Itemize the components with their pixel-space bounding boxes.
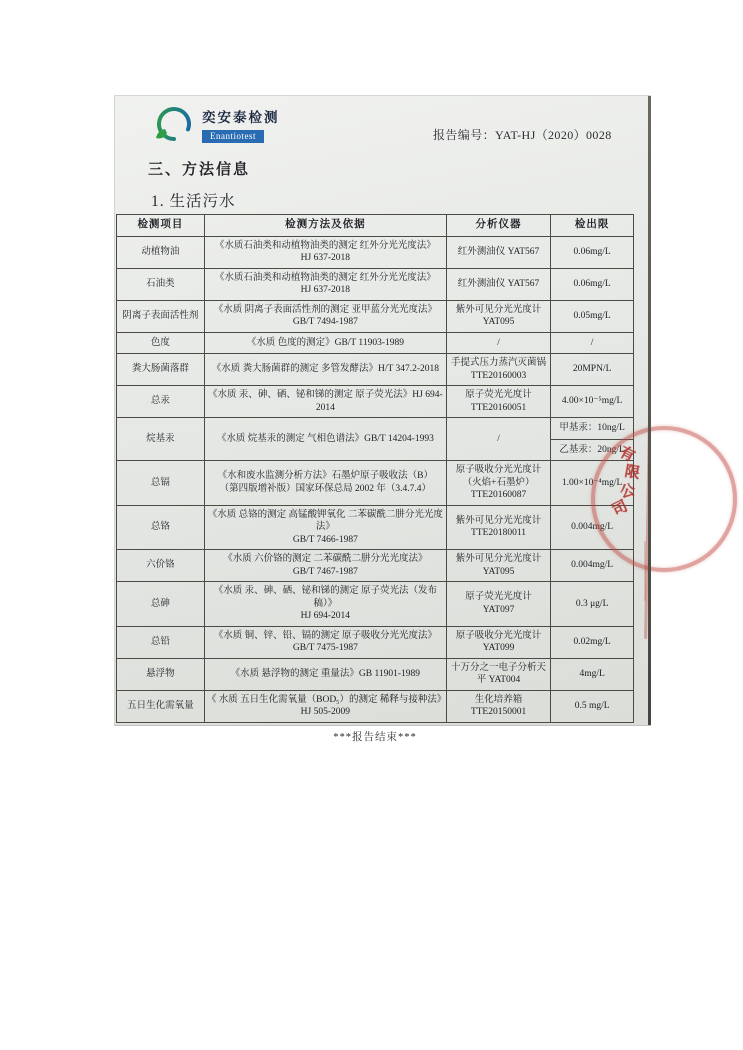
table-header-row — [117, 215, 634, 237]
instrument-line2: YAT097 — [482, 604, 515, 615]
instrument-line1: 紫外可见分光光度计 — [455, 304, 542, 315]
table-row — [117, 386, 634, 418]
report-page — [114, 95, 651, 743]
limit-cell — [551, 658, 634, 690]
instrument-line2: YAT099 — [482, 643, 515, 653]
seal-char: 公 — [618, 481, 637, 502]
table-row — [117, 505, 634, 550]
limit-value: 0.5 mg/L — [574, 700, 610, 711]
seal-char: 司 — [609, 497, 631, 520]
item-cell: 总汞 — [117, 386, 205, 418]
method-cell — [204, 300, 446, 332]
item-cell: 烷基汞 — [117, 418, 205, 461]
instrument-line2: TTE20160051 — [470, 402, 527, 413]
limit-value-2: 乙基汞：20ng/L — [551, 439, 633, 461]
method-cell — [204, 268, 446, 300]
item-cell: 总砷 — [117, 582, 205, 627]
instrument-line2: TTE20160003 — [470, 370, 527, 381]
instrument-line1: 生化培养箱 — [474, 694, 523, 705]
lab-name-en-badge: Enantiotest — [202, 130, 264, 143]
limit-cell — [551, 236, 634, 268]
limit-value: 20MPN/L — [572, 364, 612, 375]
methods-table — [116, 214, 637, 723]
method-cell — [204, 354, 446, 386]
method-cell — [204, 626, 446, 658]
instrument-cell — [446, 626, 550, 658]
item-cell: 动植物油 — [117, 236, 205, 268]
limit-cell — [551, 386, 634, 418]
method-line2: HJ 694-2014 — [300, 611, 351, 621]
seal-char: 限 — [623, 462, 642, 483]
instrument-line1: 原子吸收分光光度计 — [455, 465, 542, 475]
limit-cell — [551, 582, 634, 627]
logo-circle-leaf-icon — [153, 102, 195, 148]
lab-name-cn: 奕安泰检测 — [202, 110, 280, 125]
item-cell: 总镉 — [117, 461, 205, 506]
method-line1: 《水质 阴离子表面活性剂的测定 亚甲蓝分光光度法》 — [213, 304, 437, 315]
method-line1: 《水质 汞、砷、硒、铋和锑的测定 原子荧光法》HJ 694-2014 — [208, 390, 443, 413]
table-row — [117, 236, 634, 268]
subsection-title-sewage: 1. 生活污水 — [151, 193, 236, 210]
instrument-line2: TTE20180011 — [471, 528, 527, 539]
col-header-limit: 检出限 — [551, 215, 634, 237]
instrument-line2: （火焰+石墨炉） — [462, 477, 535, 488]
limit-value: / — [590, 337, 594, 348]
limit-value: 4mg/L — [579, 668, 605, 679]
method-cell — [204, 461, 446, 506]
table-row — [117, 354, 634, 386]
col-header-instrument: 分析仪器 — [446, 215, 550, 237]
method-cell — [204, 236, 446, 268]
method-line2: HJ 637-2018 — [300, 285, 351, 295]
instrument-line1: 红外测油仪 YAT567 — [457, 278, 540, 289]
method-line1: 《水质石油类和动植物油类的测定 红外分光光度法》 — [214, 240, 436, 251]
limit-value: 甲基汞：10ng/L — [559, 423, 625, 433]
method-line1: 《水质 总铬的测定 高锰酸钾氧化 二苯碳酰二肼分光光度法》 — [207, 509, 443, 532]
instrument-line3: TTE20160087 — [470, 490, 527, 500]
limit-value: 0.004mg/L — [571, 560, 614, 571]
table-row — [117, 658, 634, 690]
instrument-cell — [446, 332, 550, 354]
methods-table-wrap — [116, 214, 637, 744]
method-line1: 《水质 烷基汞的测定 气相色谱法》GB/T 14204-1993 — [216, 433, 434, 444]
section-title-method-info: 三、方法信息 — [148, 162, 251, 178]
instrument-cell — [446, 418, 550, 461]
limit-value: 0.05mg/L — [573, 310, 611, 321]
limit-cell — [551, 690, 634, 722]
method-line1: 《水质 色度的测定》GB/T 11903-1989 — [246, 337, 404, 348]
table-row — [117, 690, 634, 722]
instrument-cell — [446, 354, 550, 386]
method-line1: 《水质 铜、锌、铅、镉的测定 原子吸收分光光度法》 — [213, 630, 437, 641]
item-cell: 六价铬 — [117, 550, 205, 582]
item-cell: 色度 — [117, 332, 205, 354]
limit-value: 1.00×10⁻⁴mg/L — [561, 477, 623, 488]
method-line1: 《水和废水监测分析方法》石墨炉原子吸收法（B） — [217, 471, 434, 482]
method-cell — [204, 386, 446, 418]
instrument-cell — [446, 505, 550, 550]
limit-cell — [551, 354, 634, 386]
instrument-line1: 原子荧光光度计 — [465, 390, 532, 400]
instrument-cell — [446, 550, 550, 582]
instrument-cell — [446, 690, 550, 722]
seal-ink-streak — [644, 541, 646, 601]
table-row — [117, 300, 634, 332]
limit-value: 4.00×10⁻⁵mg/L — [561, 396, 623, 407]
instrument-cell — [446, 300, 550, 332]
method-line1: 《水质 汞、砷、硒、铋和锑的测定 原子荧光法（发布稿）》 — [213, 586, 437, 609]
instrument-line2: 平 YAT004 — [476, 675, 521, 685]
item-cell: 五日生化需氧量 — [117, 690, 205, 722]
method-line1: 《水质 悬浮物的测定 重量法》GB 11901-1989 — [230, 668, 421, 679]
instrument-cell — [446, 386, 550, 418]
instrument-line1: 手提式压力蒸汽灭菌锅 — [451, 358, 547, 368]
method-cell — [204, 658, 446, 690]
method-line2: GB/T 7467-1987 — [292, 566, 358, 577]
lab-logo — [153, 102, 280, 148]
table-row — [117, 418, 634, 461]
table-row — [117, 332, 634, 354]
instrument-line2: YAT095 — [482, 317, 515, 327]
instrument-line1: / — [497, 337, 500, 348]
item-cell: 总铅 — [117, 626, 205, 658]
limit-cell — [551, 332, 634, 354]
col-header-method: 检测方法及依据 — [204, 215, 446, 237]
limit-cell — [551, 300, 634, 332]
method-line2: GB/T 7466-1987 — [292, 534, 358, 545]
method-cell — [204, 332, 446, 354]
table-row — [117, 461, 634, 506]
method-line1: 《水质石油类和动植物油类的测定 红外分光光度法》 — [214, 272, 436, 283]
limit-value: 0.3 μg/L — [575, 598, 609, 609]
instrument-line1: 紫外可见分光光度计 — [455, 554, 542, 564]
item-cell: 石油类 — [117, 268, 205, 300]
table-row — [117, 582, 634, 627]
limit-value: 0.02mg/L — [573, 636, 611, 647]
limit-cell — [551, 626, 634, 658]
item-cell: 总铬 — [117, 505, 205, 550]
item-cell: 粪大肠菌落群 — [117, 354, 205, 386]
table-row — [117, 268, 634, 300]
item-cell: 悬浮物 — [117, 658, 205, 690]
limit-cell — [551, 268, 634, 300]
report-number: 报告编号：YAT-HJ（2020）0028 — [433, 128, 612, 142]
instrument-line1: 原子吸收分光光度计 — [455, 630, 542, 641]
instrument-line2: TTE20150001 — [470, 707, 527, 717]
method-line1: 《水质 六价铬的测定 二苯碳酰二肼分光光度法》 — [223, 554, 428, 564]
method-line2: GB/T 7494-1987 — [292, 317, 358, 327]
instrument-cell — [446, 461, 550, 506]
instrument-cell — [446, 582, 550, 627]
instrument-line1: / — [497, 433, 500, 444]
method-cell — [204, 550, 446, 582]
instrument-line1: 紫外可见分光光度计 — [455, 515, 542, 526]
instrument-line1: 原子荧光光度计 — [465, 592, 532, 603]
table-row — [117, 626, 634, 658]
method-line1: 《水质 粪大肠菌群的测定 多管发酵法》H/T 347.2-2018 — [211, 364, 439, 375]
method-line1: 《 水质 五日生化需氧量（BOD₅）的测定 稀释与接种法》 — [206, 694, 447, 705]
method-line2: （第四版增补版）国家环保总局 2002 年（3.4.7.4） — [219, 483, 432, 494]
method-line2: HJ 505-2009 — [300, 707, 351, 717]
method-line2: GB/T 7475-1987 — [292, 643, 358, 653]
instrument-line1: 红外测油仪 YAT567 — [457, 246, 540, 257]
method-cell — [204, 582, 446, 627]
method-cell — [204, 690, 446, 722]
table-row — [117, 550, 634, 582]
instrument-cell — [446, 658, 550, 690]
limit-value: 0.06mg/L — [573, 278, 611, 289]
limit-value: 0.06mg/L — [573, 246, 611, 257]
method-line2: HJ 637-2018 — [300, 253, 351, 263]
instrument-cell — [446, 268, 550, 300]
limit-value: 0.004mg/L — [571, 522, 614, 532]
end-of-report-note: ***报告结束*** — [333, 731, 417, 743]
instrument-cell — [446, 236, 550, 268]
seal-char: 有 — [616, 443, 638, 466]
col-header-item: 检测项目 — [117, 215, 205, 237]
instrument-line2: YAT095 — [482, 566, 515, 577]
method-cell — [204, 418, 446, 461]
item-cell: 阴离子表面活性剂 — [117, 300, 205, 332]
method-cell — [204, 505, 446, 550]
instrument-line1: 十万分之一电子分析天 — [451, 662, 547, 673]
